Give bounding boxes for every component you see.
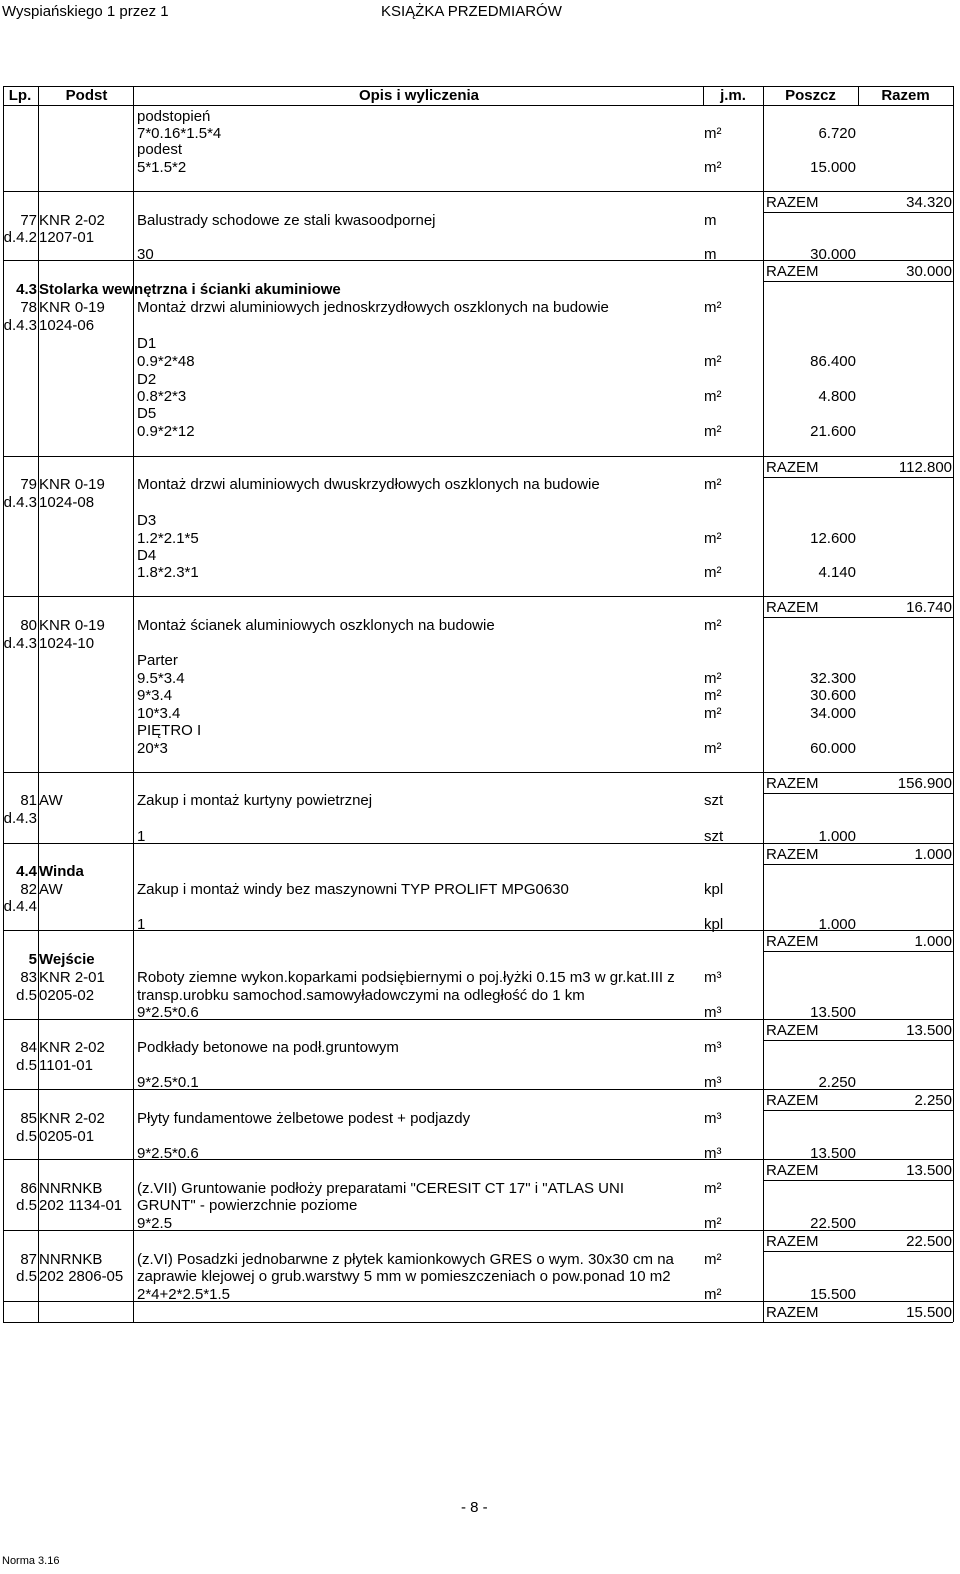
item-description: Balustrady schodowe ze stali kwasoodpornej <box>137 212 436 229</box>
row-calculation: 2*4+2*2.5*1.5 <box>137 1286 231 1303</box>
razem-label: RAZEM <box>766 194 819 211</box>
row-poszcz-value: 1.000 <box>818 916 856 933</box>
razem-label: RAZEM <box>766 1162 819 1179</box>
table-vline <box>953 86 954 105</box>
razem-label: RAZEM <box>766 933 819 950</box>
row-podst: KNR 0-19 <box>39 617 105 634</box>
row-unit: m² <box>704 388 722 405</box>
row-calculation: D3 <box>137 512 157 529</box>
row-unit: m² <box>704 1180 722 1197</box>
table-hline <box>763 864 953 865</box>
row-unit: m² <box>704 740 722 757</box>
razem-label: RAZEM <box>766 846 819 863</box>
table-hline <box>3 105 953 106</box>
row-lp: 5 <box>28 951 37 968</box>
row-poszcz-value: 15.500 <box>810 1286 856 1303</box>
row-calculation: 9*2.5*0.6 <box>137 1004 199 1021</box>
row-unit: m² <box>704 1251 722 1268</box>
row-lp: d.4.3 <box>3 810 37 827</box>
row-podst: KNR 2-02 <box>39 1039 105 1056</box>
row-calculation: 1.2*2.1*5 <box>137 530 199 547</box>
row-poszcz-value: 32.300 <box>810 670 856 687</box>
header-project-name: Wyspiańskiego 1 przez 1 <box>2 3 169 20</box>
item-description: Zakup i montaż kurtyny powietrznej <box>137 792 373 809</box>
row-lp: 87 <box>20 1251 37 1268</box>
item-description: Roboty ziemne wykon.koparkami podsiębiernymi o poj.łyżki 0.15 m3 w gr.kat.III z <box>137 969 675 986</box>
row-poszcz-value: 13.500 <box>810 1004 856 1021</box>
row-unit: szt <box>704 792 724 809</box>
row-unit: m² <box>704 530 722 547</box>
row-unit: m² <box>704 159 722 176</box>
row-calculation: D5 <box>137 405 157 422</box>
row-lp: 86 <box>20 1180 37 1197</box>
table-vline <box>38 105 39 1322</box>
row-calculation: 9.5*3.4 <box>137 670 185 687</box>
razem-label: RAZEM <box>766 1304 819 1321</box>
row-podst: KNR 0-19 <box>39 476 105 493</box>
razem-value: 1.000 <box>914 846 952 863</box>
row-unit: m² <box>704 423 722 440</box>
row-unit: m² <box>704 476 722 493</box>
razem-label: RAZEM <box>766 1233 819 1250</box>
row-lp: d.5 <box>16 1057 37 1074</box>
row-unit: m <box>704 212 717 229</box>
row-unit: m³ <box>704 1145 722 1162</box>
table-hline <box>763 1110 953 1111</box>
col-lp: Lp. <box>8 87 32 104</box>
row-podst: 202 2806-05 <box>39 1268 124 1285</box>
item-description: Zakup i montaż windy bez maszynowni TYP PROLIFT MPG0630 <box>137 881 569 898</box>
table-vline <box>3 86 4 105</box>
row-calculation: 30 <box>137 246 154 263</box>
row-unit: kpl <box>704 916 724 933</box>
row-unit: m² <box>704 125 722 142</box>
row-calculation: 9*3.4 <box>137 687 173 704</box>
row-lp: d.5 <box>16 1197 37 1214</box>
row-calculation: podest <box>137 141 183 158</box>
row-podst: 1207-01 <box>39 229 95 246</box>
row-unit: m² <box>704 299 722 316</box>
row-podst: KNR 2-02 <box>39 212 105 229</box>
row-calculation: 20*3 <box>137 740 168 757</box>
row-calculation: 10*3.4 <box>137 705 181 722</box>
row-calculation: D2 <box>137 371 157 388</box>
row-lp: 84 <box>20 1039 37 1056</box>
col-razem: Razem <box>881 87 930 104</box>
footer-note: Norma 3.16 <box>2 1555 60 1567</box>
table-hline <box>763 1040 953 1041</box>
row-podst: NNRNKB <box>39 1251 103 1268</box>
row-calculation: GRUNT" - powierzchnie poziome <box>137 1197 358 1214</box>
item-description: Montaż drzwi aluminiowych jednoskrzydłowych oszklonych na budowie <box>137 299 609 316</box>
row-podst: 1024-06 <box>39 317 95 334</box>
header-document-title: KSIĄŻKA PRZEDMIARÓW <box>381 3 562 20</box>
razem-value: 13.500 <box>906 1162 952 1179</box>
row-podst: KNR 0-19 <box>39 299 105 316</box>
row-calculation: transp.urobku samochod.samowyładowczymi na odległość do 1 km <box>137 987 585 1004</box>
row-unit: kpl <box>704 881 724 898</box>
section-title: Wejście <box>39 951 95 968</box>
razem-label: RAZEM <box>766 263 819 280</box>
row-poszcz-value: 30.000 <box>810 246 856 263</box>
row-lp: d.4.3 <box>3 494 37 511</box>
row-unit: m³ <box>704 1039 722 1056</box>
row-calculation: 1 <box>137 828 146 845</box>
row-lp: 83 <box>20 969 37 986</box>
razem-value: 22.500 <box>906 1233 952 1250</box>
item-description: Podkłady betonowe na podł.gruntowym <box>137 1039 399 1056</box>
row-poszcz-value: 34.000 <box>810 705 856 722</box>
table-hline <box>3 1089 953 1090</box>
row-lp: 81 <box>20 792 37 809</box>
item-description: (z.VII) Gruntowanie podłoży preparatami "CERESIT CT 17" i "ATLAS UNI <box>137 1180 624 1197</box>
table-vline <box>763 105 764 1322</box>
row-unit: m² <box>704 1215 722 1232</box>
table-hline <box>763 477 953 478</box>
razem-value: 1.000 <box>914 933 952 950</box>
row-unit: szt <box>704 828 724 845</box>
razem-value: 15.500 <box>906 1304 952 1321</box>
row-calculation: 9*2.5*0.6 <box>137 1145 199 1162</box>
col-opis: Opis i wyliczenia <box>358 87 480 104</box>
table-hline <box>3 1322 953 1323</box>
row-lp: d.4.4 <box>3 898 37 915</box>
table-hline <box>3 843 953 844</box>
col-podst: Podst <box>65 87 108 104</box>
table-hline <box>763 617 953 618</box>
row-podst: KNR 2-02 <box>39 1110 105 1127</box>
razem-value: 34.320 <box>906 194 952 211</box>
row-calculation: 9*2.5 <box>137 1215 173 1232</box>
row-poszcz-value: 2.250 <box>818 1074 856 1091</box>
razem-value: 156.900 <box>897 775 952 792</box>
table-vline <box>133 86 134 105</box>
row-calculation: 0.9*2*48 <box>137 353 195 370</box>
row-unit: m³ <box>704 1110 722 1127</box>
row-calculation: podstopień <box>137 108 211 125</box>
row-podst: 1024-10 <box>39 635 95 652</box>
row-lp: 85 <box>20 1110 37 1127</box>
row-lp: d.5 <box>16 987 37 1004</box>
row-calculation: 5*1.5*2 <box>137 159 187 176</box>
row-calculation: 0.9*2*12 <box>137 423 195 440</box>
row-lp: d.4.3 <box>3 635 37 652</box>
item-description: (z.VI) Posadzki jednobarwne z płytek kamionkowych GRES o wym. 30x30 cm na <box>137 1251 674 1268</box>
table-hline <box>763 1251 953 1252</box>
row-poszcz-value: 60.000 <box>810 740 856 757</box>
row-podst: 0205-01 <box>39 1128 95 1145</box>
razem-label: RAZEM <box>766 775 819 792</box>
table-vline <box>703 86 704 105</box>
page-number: - 8 - <box>461 1499 488 1516</box>
row-podst: AW <box>39 881 63 898</box>
row-calculation: D1 <box>137 335 157 352</box>
razem-label: RAZEM <box>766 1092 819 1109</box>
row-poszcz-value: 6.720 <box>818 125 856 142</box>
row-poszcz-value: 4.140 <box>818 564 856 581</box>
table-hline <box>763 793 953 794</box>
col-poszcz: Poszcz <box>785 87 836 104</box>
row-unit: m² <box>704 1286 722 1303</box>
row-calculation: zaprawie klejowej o grub.warstwy 5 mm w pomieszczeniach o pow.ponad 10 m2 <box>137 1268 671 1285</box>
row-podst: 0205-02 <box>39 987 95 1004</box>
row-unit: m³ <box>704 969 722 986</box>
row-podst: NNRNKB <box>39 1180 103 1197</box>
table-hline <box>3 456 953 457</box>
section-title: Winda <box>39 863 84 880</box>
row-calculation: 9*2.5*0.1 <box>137 1074 199 1091</box>
row-calculation: 0.8*2*3 <box>137 388 187 405</box>
row-calculation: Parter <box>137 652 178 669</box>
razem-label: RAZEM <box>766 459 819 476</box>
razem-value: 30.000 <box>906 263 952 280</box>
row-calculation: 1.8*2.3*1 <box>137 564 199 581</box>
item-description: Montaż ścianek aluminiowych oszklonych na budowie <box>137 617 495 634</box>
row-calculation: 1 <box>137 916 146 933</box>
razem-value: 2.250 <box>914 1092 952 1109</box>
table-hline <box>763 951 953 952</box>
row-lp: 77 <box>20 212 37 229</box>
row-lp: 82 <box>20 881 37 898</box>
row-podst: AW <box>39 792 63 809</box>
table-hline <box>3 1019 953 1020</box>
row-poszcz-value: 12.600 <box>810 530 856 547</box>
table-hline <box>3 260 953 261</box>
row-podst: 1024-08 <box>39 494 95 511</box>
row-lp: 78 <box>20 299 37 316</box>
row-calculation: D4 <box>137 547 157 564</box>
row-poszcz-value: 1.000 <box>818 828 856 845</box>
row-unit: m² <box>704 617 722 634</box>
row-unit: m² <box>704 670 722 687</box>
row-unit: m <box>704 246 717 263</box>
row-calculation: PIĘTRO I <box>137 722 202 739</box>
row-podst: 1101-01 <box>39 1057 93 1074</box>
row-lp: d.4.3 <box>3 317 37 334</box>
table-hline <box>3 772 953 773</box>
razem-value: 112.800 <box>898 459 952 476</box>
row-lp: 80 <box>20 617 37 634</box>
row-unit: m² <box>704 687 722 704</box>
table-hline <box>3 1230 953 1231</box>
table-hline <box>3 191 953 192</box>
row-unit: m² <box>704 353 722 370</box>
row-poszcz-value: 21.600 <box>810 423 856 440</box>
row-lp: d.5 <box>16 1128 37 1145</box>
row-lp: d.4.2 <box>3 229 37 246</box>
row-unit: m² <box>704 564 722 581</box>
row-unit: m³ <box>704 1004 722 1021</box>
razem-label: RAZEM <box>766 1022 819 1039</box>
table-hline <box>763 1180 953 1181</box>
row-poszcz-value: 4.800 <box>818 388 856 405</box>
table-vline <box>133 105 134 1322</box>
row-unit: m² <box>704 705 722 722</box>
table-hline <box>3 596 953 597</box>
item-description: Montaż drzwi aluminiowych dwuskrzydłowych oszklonych na budowie <box>137 476 600 493</box>
table-hline <box>3 86 953 87</box>
row-unit: m³ <box>704 1074 722 1091</box>
row-poszcz-value: 86.400 <box>810 353 856 370</box>
row-poszcz-value: 22.500 <box>810 1215 856 1232</box>
row-poszcz-value: 13.500 <box>810 1145 856 1162</box>
row-lp: 79 <box>20 476 37 493</box>
row-lp: 4.4 <box>16 863 37 880</box>
row-lp: 4.3 <box>16 281 37 298</box>
row-calculation: 7*0.16*1.5*4 <box>137 125 222 142</box>
item-description: Płyty fundamentowe żelbetowe podest + podjazdy <box>137 1110 471 1127</box>
table-hline <box>763 212 953 213</box>
table-vline <box>3 105 4 1322</box>
table-vline <box>953 105 954 1322</box>
row-lp: d.5 <box>16 1268 37 1285</box>
table-vline <box>38 86 39 105</box>
section-title: Stolarka wewnętrzna i ścianki akuminiowe <box>39 281 341 298</box>
table-hline <box>3 1159 953 1160</box>
table-hline <box>3 930 953 931</box>
table-vline <box>858 86 859 105</box>
row-podst: KNR 2-01 <box>39 969 105 986</box>
table-hline <box>3 1301 953 1302</box>
col-jm: j.m. <box>720 87 746 104</box>
table-vline <box>763 86 764 105</box>
razem-value: 13.500 <box>906 1022 952 1039</box>
table-hline <box>763 281 953 282</box>
razem-value: 16.740 <box>906 599 952 616</box>
row-poszcz-value: 30.600 <box>810 687 856 704</box>
razem-label: RAZEM <box>766 599 819 616</box>
row-poszcz-value: 15.000 <box>810 159 856 176</box>
row-podst: 202 1134-01 <box>39 1197 123 1214</box>
